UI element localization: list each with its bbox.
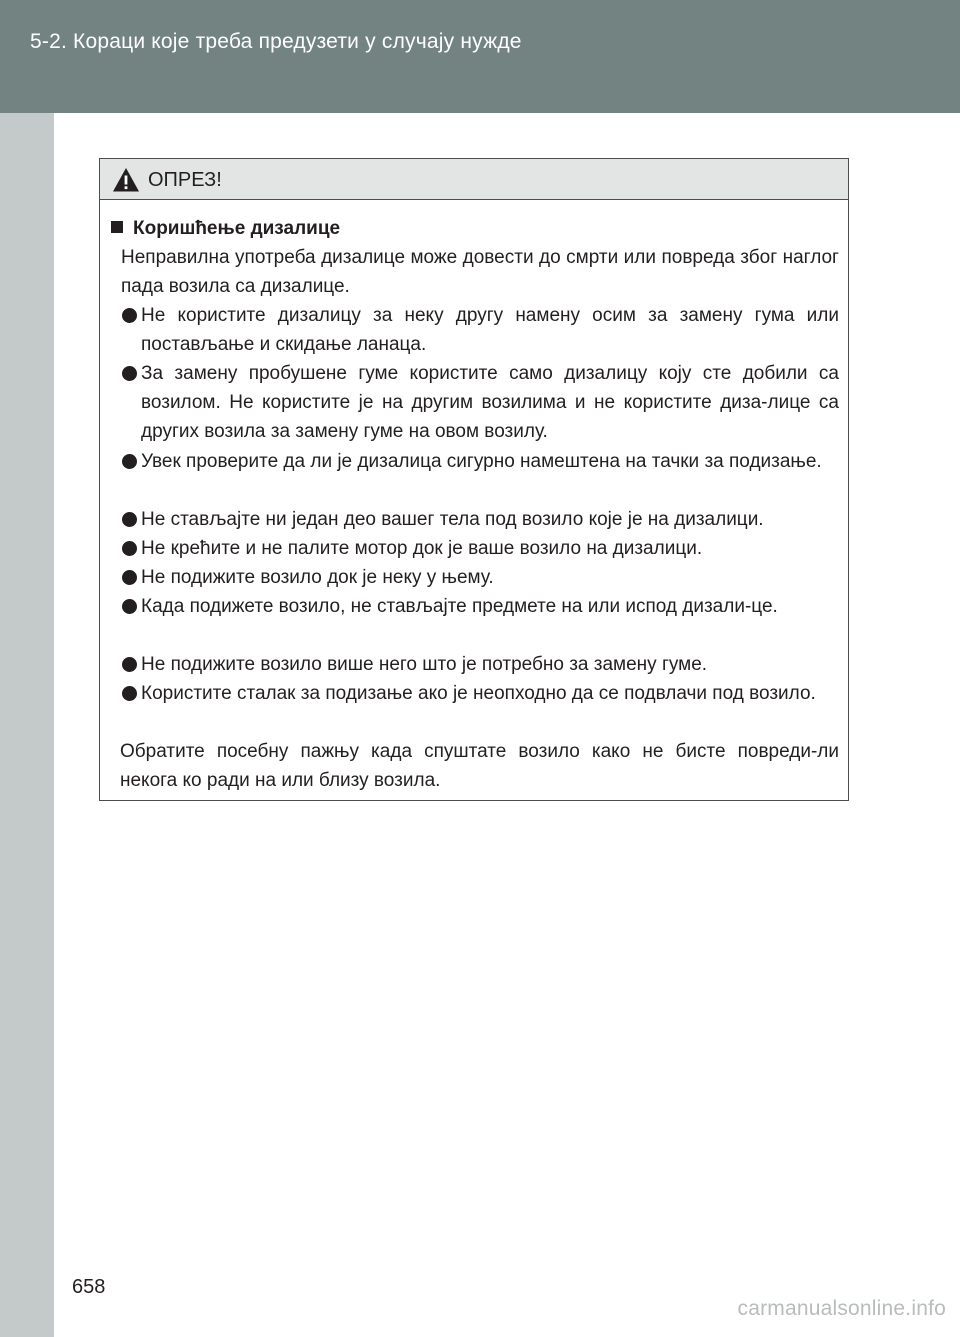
- caution-title: ОПРЕЗ!: [148, 169, 222, 191]
- bullet-text: За замену пробушене гуме користите само дизалицу коју сте добили са возилом. Не користите је на другим возилима и не користите диза-лице са других возила за замену гуме на овом возилу.: [141, 363, 839, 442]
- bullet-text: Користите сталак за подизање ако је неопходно да се подвлачи под возило.: [141, 683, 816, 704]
- page-header: [0, 0, 960, 113]
- section-title-text: Коришћење дизалице: [133, 218, 341, 239]
- page-number: 658: [72, 1276, 106, 1298]
- bullet-text: Не крећите и не палите мотор док је ваше возило на дизалици.: [141, 538, 703, 559]
- round-bullet-icon: [122, 686, 137, 701]
- bullet-item: [121, 679, 839, 708]
- watermark: carmanualsonline.info: [737, 1297, 946, 1320]
- side-strip: [0, 113, 54, 1337]
- bullet-item: [121, 301, 839, 359]
- bullet-item: [121, 650, 839, 679]
- bullet-text: Не подижите возило док је неку у њему.: [141, 567, 494, 588]
- bullet-item: [121, 563, 839, 592]
- caution-box: [99, 158, 849, 801]
- square-bullet-icon: [111, 221, 123, 233]
- bullet-text: Не стављајте ни један део вашег тела под возило које је на дизалици.: [141, 509, 764, 530]
- round-bullet-icon: [122, 454, 137, 469]
- round-bullet-icon: [122, 570, 137, 585]
- bullet-item: [121, 359, 839, 446]
- bullet-item: [121, 534, 839, 563]
- bullet-item: [121, 505, 839, 534]
- warning-triangle-icon: [112, 167, 140, 193]
- intro-text: Неправилна употреба дизалице може довести до смрти или повреда због наглог пада возила са дизалице.: [121, 247, 839, 297]
- bullet-item: [121, 592, 839, 621]
- bullet-text: Када подижете возило, не стављајте предмете на или испод дизали-це.: [141, 596, 778, 617]
- round-bullet-icon: [122, 512, 137, 527]
- round-bullet-icon: [122, 366, 137, 381]
- bullet-text: Увек проверите да ли је дизалица сигурно намештена на тачки за подизање.: [141, 451, 822, 472]
- section-title: [111, 218, 340, 240]
- round-bullet-icon: [122, 541, 137, 556]
- chapter-title: 5-2. Кораци које треба предузети у случају нужде: [30, 30, 522, 53]
- round-bullet-icon: [122, 657, 137, 672]
- closing-text: Обратите посебну пажњу када спуштате возило како не бисте повреди-ли некога ко ради на или близу возила.: [120, 741, 839, 791]
- round-bullet-icon: [122, 308, 137, 323]
- round-bullet-icon: [122, 599, 137, 614]
- bullet-item: [121, 447, 839, 476]
- bullet-text: Не подижите возило више него што је потребно за замену гуме.: [141, 654, 708, 675]
- caution-header: [100, 159, 848, 200]
- bullet-text: Не користите дизалицу за неку другу намену осим за замену гума или постављање и скидање ланаца.: [141, 305, 839, 355]
